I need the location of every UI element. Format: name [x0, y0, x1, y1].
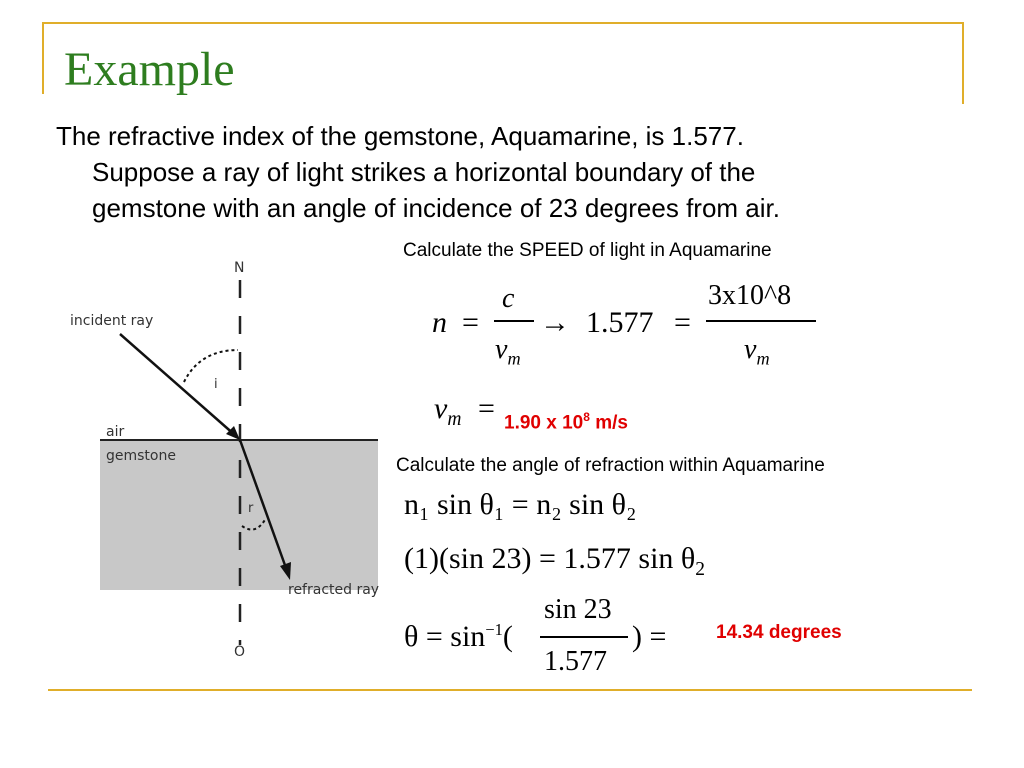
fraction-bar [706, 320, 816, 322]
angle-i-label: i [214, 377, 218, 392]
slide-title: Example [64, 43, 235, 96]
refraction-diagram [60, 250, 395, 660]
fraction-bar [494, 320, 534, 322]
fraction-bar [540, 636, 628, 638]
statement-line: gemstone with an angle of incidence of 23 degrees from air. [92, 193, 780, 223]
angle-i-arc [184, 350, 238, 382]
numerator-value: 3x10^8 [708, 280, 792, 311]
gemstone-label: gemstone [106, 448, 176, 464]
speed-question: Calculate the SPEED of light in Aquamarine [403, 240, 772, 261]
bottom-rule [48, 689, 972, 691]
problem-statement [56, 118, 956, 226]
snell-law-equation: n₁ sin θ₁ = n₂ sin θ₂ [404, 488, 637, 521]
n-symbol: n [432, 306, 447, 339]
refracted-ray-label: refracted ray [288, 582, 380, 598]
substituted-equation: (1)(sin 23) = 1.577 $\sin \theta_2$ [404, 542, 706, 580]
normal-bottom-label: O [234, 644, 246, 660]
sin-numerator: sin 23 [544, 594, 612, 625]
incident-ray-label: incident ray [70, 313, 154, 329]
angle-r-label: r [248, 501, 254, 516]
speed-answer: 1.90 x $10^8$ m/s [504, 410, 628, 434]
statement-line: Suppose a ray of light strikes a horizontal boundary of the [92, 157, 756, 187]
normal-top-label: N [234, 260, 245, 276]
air-label: air [106, 424, 125, 440]
vm-symbol: $v_m$ [434, 392, 462, 430]
arrow-symbol: → [540, 306, 570, 339]
statement-line: The refractive index of the gemstone, Aquamarine, is 1.577. [56, 121, 744, 151]
speed-v-symbol: $v_m$ [744, 334, 770, 369]
theta-equation: $\theta = \sin^{-1}$( [404, 620, 513, 653]
denominator-value: 1.577 [544, 646, 607, 677]
incident-ray [120, 334, 236, 436]
n-value: 1.577 [586, 306, 654, 339]
speed-c: c [502, 283, 515, 314]
equals-sign: = [462, 306, 479, 339]
left-rule [42, 22, 44, 94]
equals-sign: = [674, 306, 691, 339]
close-paren-equals: ) = [632, 620, 667, 653]
right-rule [962, 22, 964, 104]
angle-question: Calculate the angle of refraction within Aquamarine [396, 455, 825, 476]
speed-v-symbol: $v_m$ [495, 334, 521, 369]
equals-sign: = [478, 392, 495, 425]
angle-answer: 14.34 degrees [716, 622, 842, 643]
top-rule [42, 22, 964, 24]
